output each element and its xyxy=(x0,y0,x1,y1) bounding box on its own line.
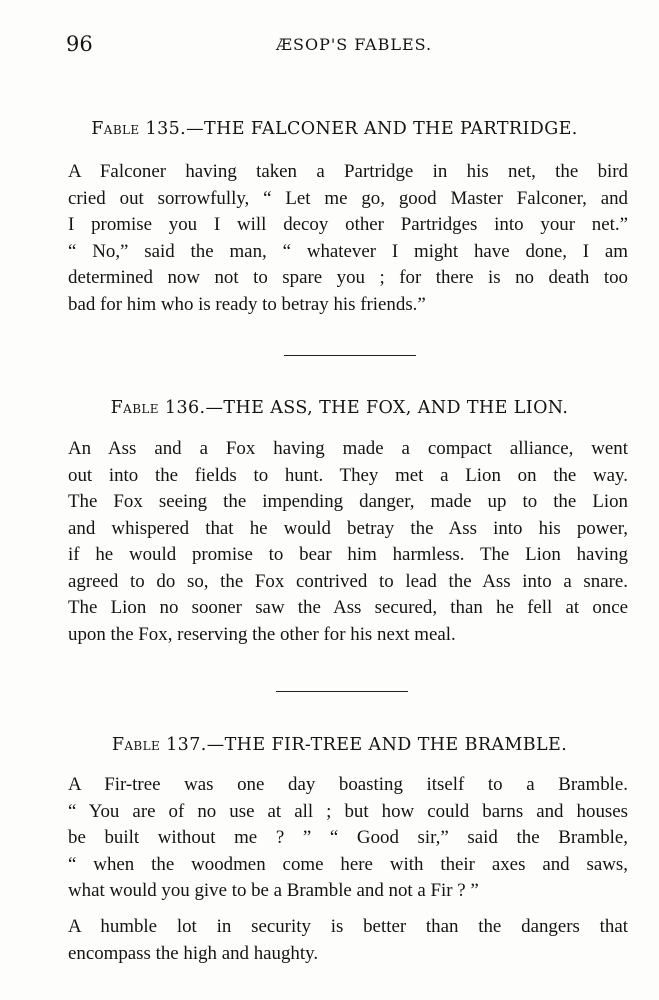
fable-137-title xyxy=(20,735,659,755)
fable-136-label: Fable 136. xyxy=(110,398,206,418)
text-line: if he would promise to bear him harmless. The Lion having xyxy=(68,544,628,565)
text-line: “ No,” said the man, “ whatever I might have done, I am xyxy=(68,240,628,262)
fable-135-title xyxy=(10,119,659,139)
fable-137-label: Fable 137. xyxy=(111,735,207,755)
page-header xyxy=(66,32,623,60)
text-line: “ when the woodmen come here with their axes and saws, xyxy=(68,853,628,875)
fable-137-text xyxy=(68,772,628,905)
page-number: 96 xyxy=(66,32,93,56)
text-line: A Falconer having taken a Partridge in his net, the bird xyxy=(68,161,628,182)
text-line: be built without me ? ” “ Good sir,” said the Bramble, xyxy=(68,827,628,848)
text-line: bad for him who is ready to betray his friends.” xyxy=(68,293,426,315)
fable-137-moral xyxy=(68,914,628,967)
text-line: out into the fields to hunt. They met a Lion on the way. xyxy=(68,464,628,486)
text-line: “ You are of no use at all ; but how could barns and houses xyxy=(68,800,628,822)
text-line: A humble lot in security is better than the dangers that xyxy=(68,916,628,937)
fable-136-title xyxy=(20,398,659,418)
text-line: and whispered that he would betray the Ass into his power, xyxy=(68,517,628,539)
text-line: cried out sorrowfully, “ Let me go, good Master Falconer, and xyxy=(68,187,628,209)
text-line: The Lion no sooner saw the Ass secured, than he fell at once xyxy=(68,597,628,618)
text-line: An Ass and a Fox having made a compact alliance, went xyxy=(68,438,628,459)
fable-135-text xyxy=(68,159,628,318)
section-divider xyxy=(284,355,416,356)
section-divider xyxy=(276,691,408,692)
fable-137-heading: —THE FIR-TREE AND THE BRAMBLE. xyxy=(206,735,568,755)
text-line: agreed to do so, the Fox contrived to lead the Ass into a snare. xyxy=(68,570,628,592)
text-line: what would you give to be a Bramble and not a Fir ? ” xyxy=(68,880,479,901)
text-line: upon the Fox, reserving the other for his next meal. xyxy=(68,623,456,645)
running-head: ÆSOP'S FABLES. xyxy=(276,35,433,54)
fable-135-label: Fable 135. xyxy=(91,119,187,139)
text-line: determined now not to spare you ; for there is no death too xyxy=(68,267,628,288)
fable-136-heading: —THE ASS, THE FOX, AND THE LION. xyxy=(205,398,569,418)
fable-135-heading: —THE FALCONER AND THE PARTRIDGE. xyxy=(186,119,578,139)
text-line: I promise you I will decoy other Partridges into your net.” xyxy=(68,214,628,235)
text-line: A Fir-tree was one day boasting itself to a Bramble. xyxy=(68,774,628,795)
fable-136-text xyxy=(68,436,628,648)
text-line: encompass the high and haughty. xyxy=(68,942,319,964)
text-line: The Fox seeing the impending danger, made up to the Lion xyxy=(68,491,628,512)
